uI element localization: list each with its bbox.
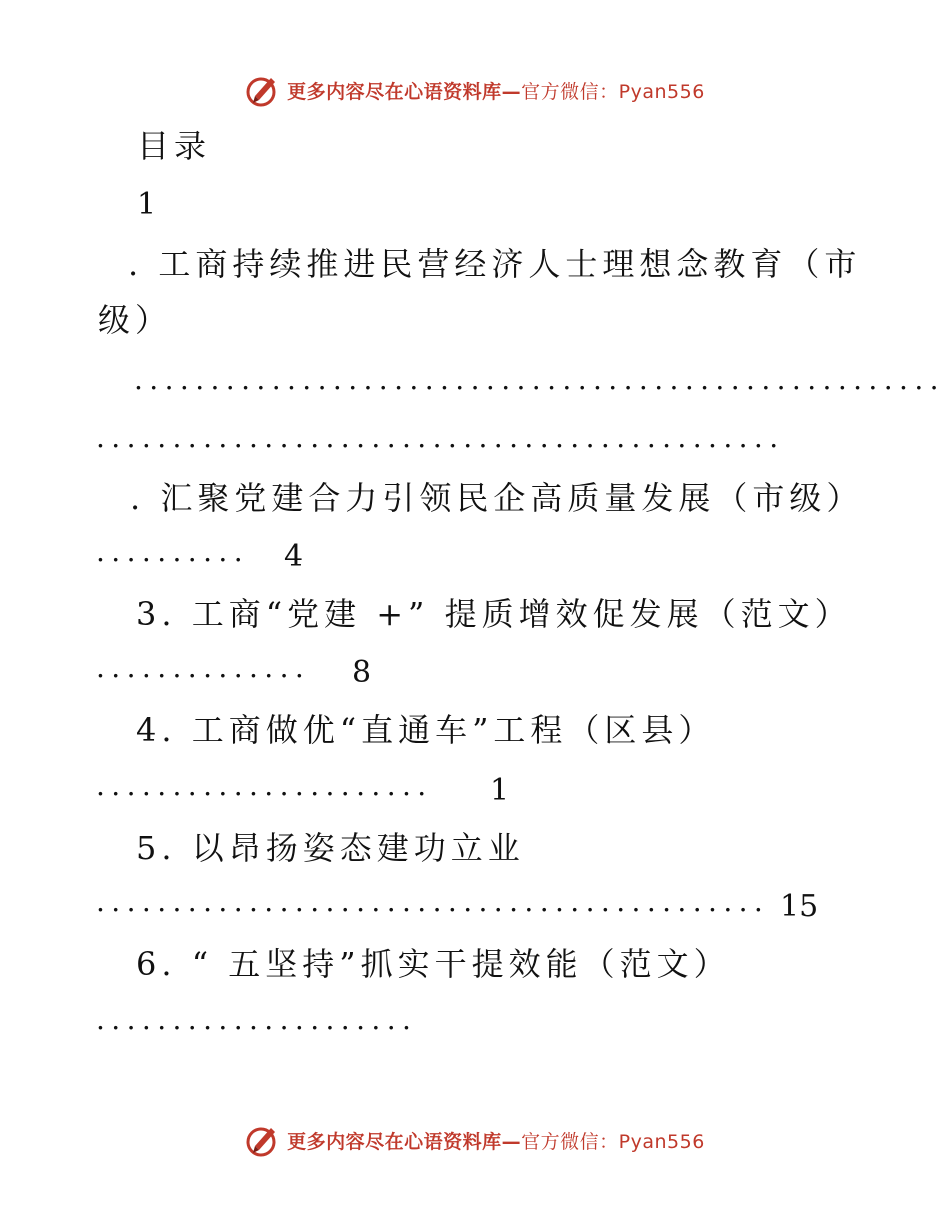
toc-entry-4-page: 1 (490, 773, 510, 808)
watermark-text: 更多内容尽在心语资料库—官方微信：Pyan556 (287, 1130, 705, 1153)
toc-entry-2-page: 4 (284, 539, 304, 574)
toc-entry-4-leader: ...................... (96, 769, 433, 802)
pen-logo-icon (245, 72, 281, 108)
toc-entry-6-label[interactable]: 6. “ 五坚持”抓实干提效能（范文） (136, 945, 731, 983)
toc-entry-4-label[interactable]: 4. 工商做优“直通车”工程（区县） (136, 711, 716, 749)
watermark-banner-bottom (0, 1120, 950, 1160)
toc-entry-2-leader: .......... (96, 535, 250, 568)
toc-entry-6-leader: ..................... (96, 1003, 418, 1036)
pen-logo-icon (245, 1122, 281, 1158)
toc-page-number: 1 (137, 187, 157, 222)
toc-entry-1-line2[interactable]: 级） (98, 301, 173, 339)
toc-entry-5-label[interactable]: 5. 以昂扬姿态建功立业 (136, 829, 525, 867)
toc-entry-3-leader: .............. (96, 651, 311, 684)
toc-entry-1-leader-a: ..................................................... (134, 363, 945, 396)
toc-entry-3-page: 8 (352, 655, 372, 690)
watermark-banner-top (0, 70, 950, 110)
toc-entry-1-line1[interactable]: . 工商持续推进民营经济人士理想念教育（市 (128, 245, 862, 283)
toc-entry-5-page: 15 (780, 889, 819, 924)
toc-entry-1-leader-b: ............................................. (96, 421, 785, 454)
watermark-text: 更多内容尽在心语资料库—官方微信：Pyan556 (287, 80, 705, 103)
toc-entry-3-label[interactable]: 3. 工商“党建 +” 提质增效促发展（范文） (136, 595, 852, 633)
toc-heading: 目录 (137, 127, 212, 165)
toc-entry-2-label[interactable]: . 汇聚党建合力引领民企高质量发展（市级） (130, 479, 864, 517)
toc-entry-5-leader: ............................................ (96, 885, 770, 918)
